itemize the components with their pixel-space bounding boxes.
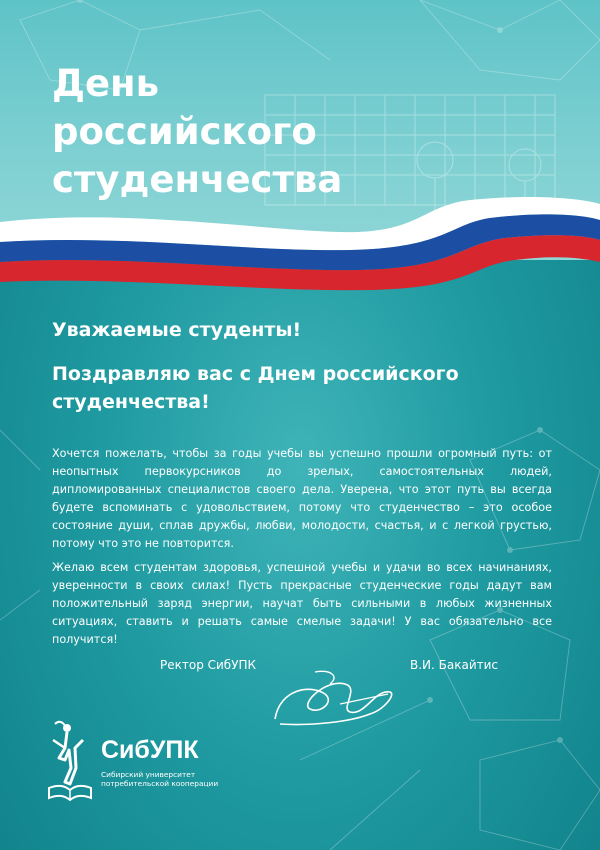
rector-name: В.И. Бакайтис bbox=[410, 658, 499, 672]
body-paragraph: Желаю всем студентам здоровья, успешной учебы и удачи во всех начинаниях, уверенности в своих силах! Пусть прекрасные студенческие годы дадут вам положительный заряд энергии, научат быть сильными в любых жизненных ситуациях, ставить и решать самые смелые задачи! У вас обязательно все получится! bbox=[52, 561, 552, 646]
rector-title: Ректор СибУПК bbox=[160, 658, 257, 672]
congrats-line: Поздравляю вас с Днем российского bbox=[52, 363, 459, 385]
logo-name: СибУПК bbox=[101, 736, 199, 764]
page-title bbox=[52, 60, 432, 204]
logo-subtitle bbox=[101, 770, 251, 788]
university-logo bbox=[45, 718, 305, 818]
greeting-heading: Уважаемые студенты! bbox=[52, 319, 302, 341]
russian-flag-ribbon bbox=[0, 190, 600, 300]
letter-body bbox=[52, 445, 552, 655]
logo-subtitle-line: потребительской кооперации bbox=[101, 779, 219, 788]
title-line: студенчества bbox=[52, 158, 343, 201]
logo-subtitle-line: Сибирский университет bbox=[101, 770, 196, 779]
body-paragraph: Хочется пожелать, чтобы за годы учебы вы успешно прошли огромный путь: от неопытных первокурсников до зрелых, самостоятельных людей, дипломированных специалистов своего дела. Уверена, что этот путь вы всегда будете вспоминать с удовольствием, потому что студенчество – это особое состояние души, сплав дружбы, любви, молодости, счастья, и с легкой грустью, потому что это не повторится. bbox=[52, 447, 552, 550]
title-line: День bbox=[52, 62, 160, 105]
title-line: российского bbox=[52, 110, 317, 153]
mercury-book-emblem-icon bbox=[45, 718, 95, 804]
congrats-line: студенчества! bbox=[52, 391, 210, 413]
congratulation-heading bbox=[52, 360, 552, 416]
